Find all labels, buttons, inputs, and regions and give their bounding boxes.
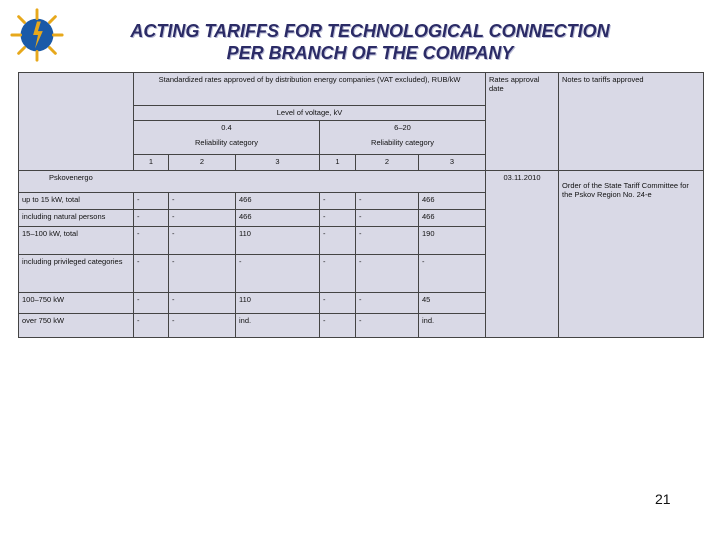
voltage-low-header <box>134 121 320 155</box>
table-cell: - <box>169 227 236 255</box>
table-cell: - <box>169 210 236 227</box>
table-cell: - <box>169 193 236 210</box>
table-cell: - <box>356 314 419 338</box>
standardized-rates-header: Standardized rates approved of by distribution energy companies (VAT excluded), RUB/kW <box>134 73 486 106</box>
table-cell: - <box>320 210 356 227</box>
table-cell: - <box>320 314 356 338</box>
table-cell: 45 <box>419 293 486 314</box>
title-line-2: PER BRANCH OF THE COMPANY <box>226 43 514 63</box>
category-cell: 3 <box>419 155 486 171</box>
category-cell: 3 <box>236 155 320 171</box>
table-cell: 466 <box>236 193 320 210</box>
table-cell: - <box>356 255 419 293</box>
voltage-high-header <box>320 121 486 155</box>
table-cell: - <box>169 255 236 293</box>
table-cell: - <box>236 255 320 293</box>
page-title <box>80 20 660 64</box>
table-cell: - <box>134 255 169 293</box>
row-label: up to 15 kW, total <box>19 193 134 210</box>
table-cell: 466 <box>419 193 486 210</box>
table-cell: 110 <box>236 293 320 314</box>
reliability-category-right: Reliability category <box>371 138 434 147</box>
category-cell: 1 <box>320 155 356 171</box>
table-cell: - <box>169 293 236 314</box>
table-cell: 466 <box>236 210 320 227</box>
table-cell: - <box>169 314 236 338</box>
row-label: 15–100 kW, total <box>19 227 134 255</box>
table-cell: - <box>134 293 169 314</box>
category-cell: 2 <box>356 155 419 171</box>
category-cell: 2 <box>169 155 236 171</box>
table-cell: - <box>320 193 356 210</box>
table-cell: - <box>134 193 169 210</box>
company-logo <box>8 6 66 64</box>
title-line-1: ACTING TARIFFS FOR TECHNOLOGICAL CONNECTION <box>130 21 610 41</box>
table-cell: - <box>419 255 486 293</box>
category-cell: 1 <box>134 155 169 171</box>
table-cell: - <box>356 293 419 314</box>
table-cell: ind. <box>419 314 486 338</box>
notes-header: Notes to tariffs approved <box>559 73 704 171</box>
table-cell: - <box>356 210 419 227</box>
table-cell: - <box>356 193 419 210</box>
table-cell: - <box>134 210 169 227</box>
table-cell: ind. <box>236 314 320 338</box>
voltage-level-header: Level of voltage, kV <box>134 106 486 121</box>
table-cell: 190 <box>419 227 486 255</box>
voltage-low-value: 0.4 <box>221 123 232 132</box>
reliability-category-left: Reliability category <box>195 138 258 147</box>
table-cell: - <box>320 227 356 255</box>
tariff-note-cell: Order of the State Tariff Committee for the Pskov Region No. 24-e <box>559 171 704 338</box>
branch-name-cell: Pskovenergo <box>19 171 486 193</box>
table-cell: - <box>134 227 169 255</box>
page-number: 21 <box>655 491 671 507</box>
header-blank-cell <box>19 73 134 171</box>
table-cell: - <box>134 314 169 338</box>
voltage-high-value: 6–20 <box>394 123 411 132</box>
table-cell: - <box>320 293 356 314</box>
tariffs-table <box>18 72 703 345</box>
row-label: including privileged categories <box>19 255 134 293</box>
table-cell: 110 <box>236 227 320 255</box>
approval-date-cell: 03.11.2010 <box>486 171 559 338</box>
table-cell: 466 <box>419 210 486 227</box>
row-label: 100–750 kW <box>19 293 134 314</box>
rates-approval-date-header: Rates approval date <box>486 73 559 171</box>
row-label: including natural persons <box>19 210 134 227</box>
table-cell: - <box>320 255 356 293</box>
row-label: over 750 kW <box>19 314 134 338</box>
table-cell: - <box>356 227 419 255</box>
